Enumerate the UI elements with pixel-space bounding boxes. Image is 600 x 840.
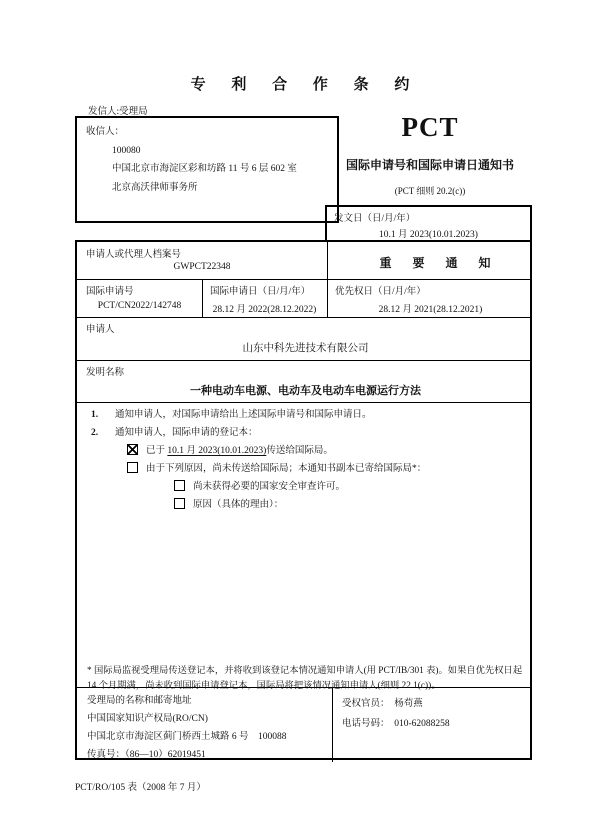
- pct-logo: PCT: [401, 112, 459, 142]
- option-security-clearance-text: 尚未获得必要的国家安全审查许可。: [193, 482, 346, 492]
- recipient-label: 收信人：: [86, 127, 125, 137]
- option-not-transmitted-text: 由于下列原因，尚未传送给国际局；本通知书副本已寄给国际局*：: [146, 464, 427, 474]
- intl-filing-date-label: 国际申请日（日/月/年）: [210, 287, 311, 297]
- notice-item-2-text: 通知申请人，国际申请的登记本：: [115, 428, 258, 438]
- form-table: [75, 240, 532, 760]
- office-fax: 传真号：（86—10）62019451: [87, 750, 206, 760]
- notification-title: 国际申请号和国际申请日通知书: [345, 158, 514, 172]
- other-reason-checkbox: [174, 498, 185, 509]
- authorized-officer-label: 受权官员：: [342, 699, 390, 709]
- rule-reference: (PCT 细则 20.2(c)): [394, 186, 466, 196]
- divider: [332, 687, 333, 762]
- footnote: * 国际局监视受理局传送登记本，并将收到该登记本情况通知申请人(用 PCT/IB/301 表)。如果自优先权日起 14 个月期满，尚未收到国际申请登记本，国际局将把该情况通知申请人(细则 22.1(c))。: [87, 666, 523, 692]
- recipient-name: 北京高沃律师事务所: [112, 182, 198, 193]
- office-name-label: 受理局的名称和邮寄地址: [87, 696, 192, 706]
- office-phone: [342, 715, 450, 729]
- mailing-date-box: [325, 205, 532, 242]
- applicant-label: 申请人: [86, 325, 115, 335]
- priority-date-label: 优先权日（日/月/年）: [335, 287, 426, 297]
- option-not-transmitted: [127, 460, 426, 474]
- notice-item-2-number: 2.: [91, 428, 99, 438]
- file-reference-label: 申请人或代理人档案号: [86, 250, 182, 260]
- divider: [77, 279, 530, 280]
- option-transmitted-suffix: 传送给国际局。: [266, 446, 333, 456]
- office-phone-label: 电话号码：: [342, 719, 390, 729]
- invention-title-value: 一种电动车电源、电动车及电动车电源运行方法: [190, 385, 421, 397]
- intl-application-no-label: 国际申请号: [86, 287, 134, 297]
- authorized-officer: [342, 695, 423, 709]
- pct-header: [328, 112, 532, 197]
- divider: [77, 360, 530, 361]
- option-other-reason: [174, 496, 283, 510]
- applicant-value: 山东中科先进技术有限公司: [242, 343, 369, 354]
- office-address: 中国北京市海淀区蓟门桥西土城路 6 号 100088: [87, 732, 287, 742]
- office-phone-value: 010-62088258: [394, 719, 450, 729]
- option-transmitted-prefix: 已于: [146, 446, 168, 456]
- sender-label: 发信人:受理局: [88, 107, 148, 117]
- divider: [77, 402, 530, 403]
- divider: [77, 317, 530, 318]
- document-title: 专 利 合 作 条 约: [190, 77, 421, 93]
- authorized-officer-name: 杨苟燕: [394, 699, 423, 709]
- recipient-postcode: 100080: [112, 145, 141, 156]
- option-security-clearance: [174, 478, 345, 492]
- transmitted-date: 10.1 月 2023(10.01.2023): [167, 446, 267, 456]
- form-code: PCT/RO/105 表（2008 年 7 月）: [75, 783, 206, 793]
- intl-filing-date-value: 28.12 月 2022(28.12.2022): [212, 305, 317, 315]
- file-reference-value: GWPCT22348: [173, 262, 231, 272]
- option-transmitted: [127, 442, 333, 456]
- invention-title-label: 发明名称: [86, 368, 125, 378]
- mailing-date-value: 10.1 月 2023(10.01.2023): [379, 230, 478, 240]
- recipient-address: 中国北京市海淀区彩和坊路 11 号 6 层 602 室: [112, 164, 297, 175]
- important-notice: 重 要 通 知: [379, 256, 500, 270]
- notice-item-1-number: 1.: [91, 410, 99, 420]
- not-transmitted-checkbox: [127, 462, 138, 473]
- recipient-address-box: [75, 116, 339, 223]
- option-other-reason-text: 原因（具体的理由）：: [193, 500, 284, 510]
- security-clearance-checkbox: [174, 480, 185, 491]
- notice-item-1: [91, 406, 372, 420]
- notice-item-2: [91, 424, 258, 438]
- mailing-date-label: 发文日（日/月/年）: [334, 214, 416, 224]
- priority-date-value: 28.12 月 2021(28.12.2021): [378, 305, 483, 315]
- intl-application-no-value: PCT/CN2022/142748: [97, 301, 182, 311]
- notice-item-1-text: 通知申请人，对国际申请给出上述国际申请号和国际申请日。: [115, 410, 372, 420]
- transmitted-checkbox: [127, 444, 138, 455]
- office-name: 中国国家知识产权局(RO/CN): [87, 714, 208, 724]
